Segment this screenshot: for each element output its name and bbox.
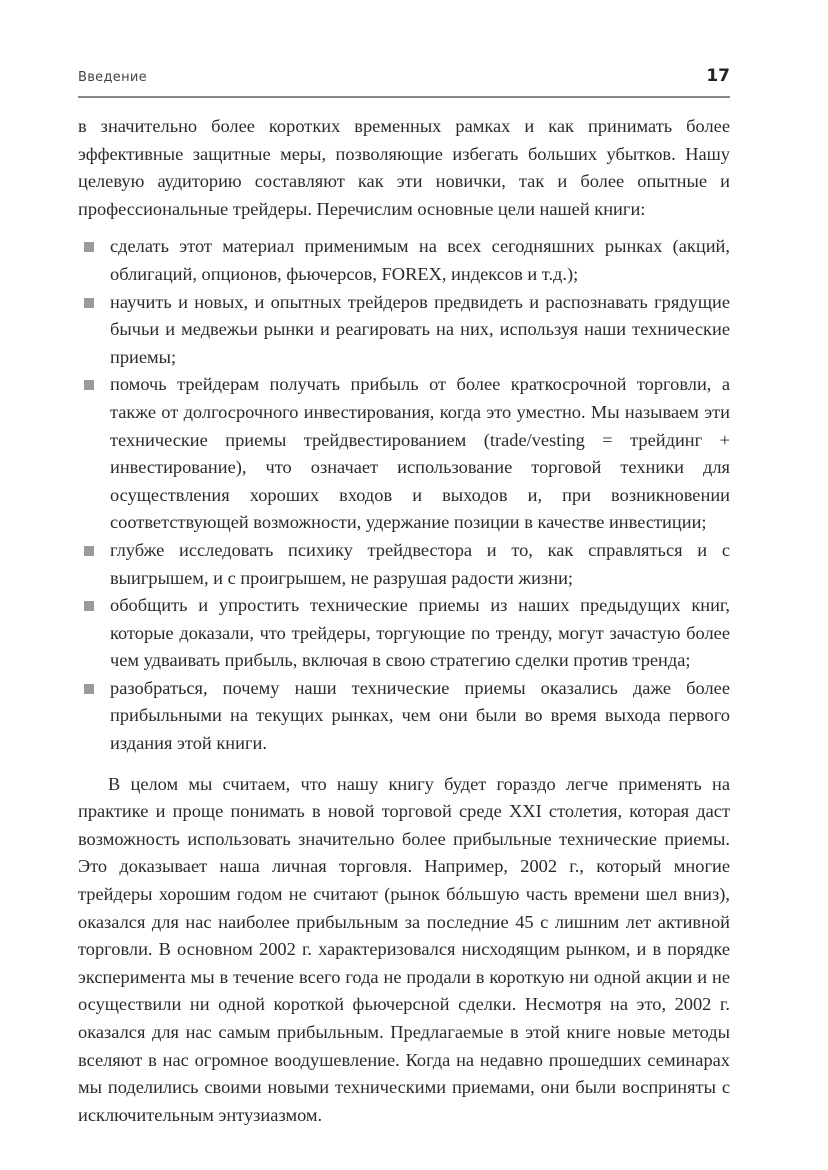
list-item bbox=[78, 371, 730, 537]
intro-paragraph: в значительно более коротких временных рамках и как принимать более эффективные защитные меры, позволяющие избегать больших убытков. Нашу целевую аудиторию составляют как эти новички, так и более опытные и профессиональные трейдеры. Перечислим основные цели нашей книги: bbox=[78, 116, 730, 219]
square-bullet-icon bbox=[84, 684, 94, 694]
list-item bbox=[78, 289, 730, 372]
list-item-text: сделать этот материал применимым на всех сегодняшних рынках (акций, облигаций, опционов, фьючерсов, FOREX, индексов и т.д.); bbox=[110, 236, 730, 284]
list-item-text: обобщить и упростить технические приемы из наших предыдущих книг, которые доказали, что трейдеры, торгующие по тренду, могут зачастую более чем удваивать прибыль, включая в свою стратегию сделки против тренда; bbox=[110, 595, 730, 671]
list-item-text: глубже исследовать психику трейдвестора и то, как справляться и с выигрышем, и с проигрышем, не разрушая радости жизни; bbox=[110, 539, 730, 588]
running-header bbox=[78, 66, 730, 98]
square-bullet-icon bbox=[84, 242, 94, 252]
list-item bbox=[78, 537, 730, 592]
square-bullet-icon bbox=[84, 601, 94, 611]
closing-paragraph: В целом мы считаем, что нашу книгу будет гораздо легче применять на практике и проще понимать в новой торговой среде XXI столетия, которая даст возможность использовать значительно более прибыльные технические приемы. Это доказывает наша личная торговля. Например, 2002 г., который многие трейдеры хорошим годом не считают (рынок бóльшую часть времени шел вниз), оказался для нас наиболее прибыльным за последние 45 с лишним лет активной торговли. В основном 2002 г. характеризовался нисходящим рынком, и в порядке эксперимента мы в течение всего года не продали в короткую ни одной акции и не осуществили ни одной короткой фьючерсной сделки. Несмотря на это, 2002 г. оказался для нас самым прибыльным. Предлагаемые в этой книге новые методы вселяют в нас огромное воодушевление. Когда на недавно прошедших семинарах мы поделились своими новыми техническими приемами, они были восприняты с исключительным энтузиазмом. bbox=[78, 773, 730, 1125]
section-title: Введение bbox=[78, 70, 147, 85]
goals-list bbox=[78, 233, 730, 757]
list-item bbox=[78, 675, 730, 758]
list-item bbox=[78, 592, 730, 675]
page-number: 17 bbox=[706, 66, 730, 86]
square-bullet-icon bbox=[84, 380, 94, 390]
page-body bbox=[78, 113, 730, 1129]
square-bullet-icon bbox=[84, 546, 94, 556]
list-item-text: помочь трейдерам получать прибыль от более краткосрочной торговли, а также от долгосрочного инвестирования, когда это уместно. Мы называем эти технические приемы трейдвестированием (trade/vesting = трейдинг + инвестирование), что означает использование торговой техники для осуществления хороших входов и выходов и, при возникновении соответствующей возможности, удержание позиции в качестве инвестиции; bbox=[110, 374, 730, 533]
list-item-text: научить и новых, и опытных трейдеров предвидеть и распознавать грядущие бычьи и медвежьи рынки и реагировать на них, используя наши технические приемы; bbox=[110, 291, 730, 367]
square-bullet-icon bbox=[84, 298, 94, 308]
list-item bbox=[78, 233, 730, 288]
list-item-text: разобраться, почему наши технические приемы оказались даже более прибыльными на текущих рынках, чем они были во время выхода первого издания этой книги. bbox=[110, 677, 730, 754]
